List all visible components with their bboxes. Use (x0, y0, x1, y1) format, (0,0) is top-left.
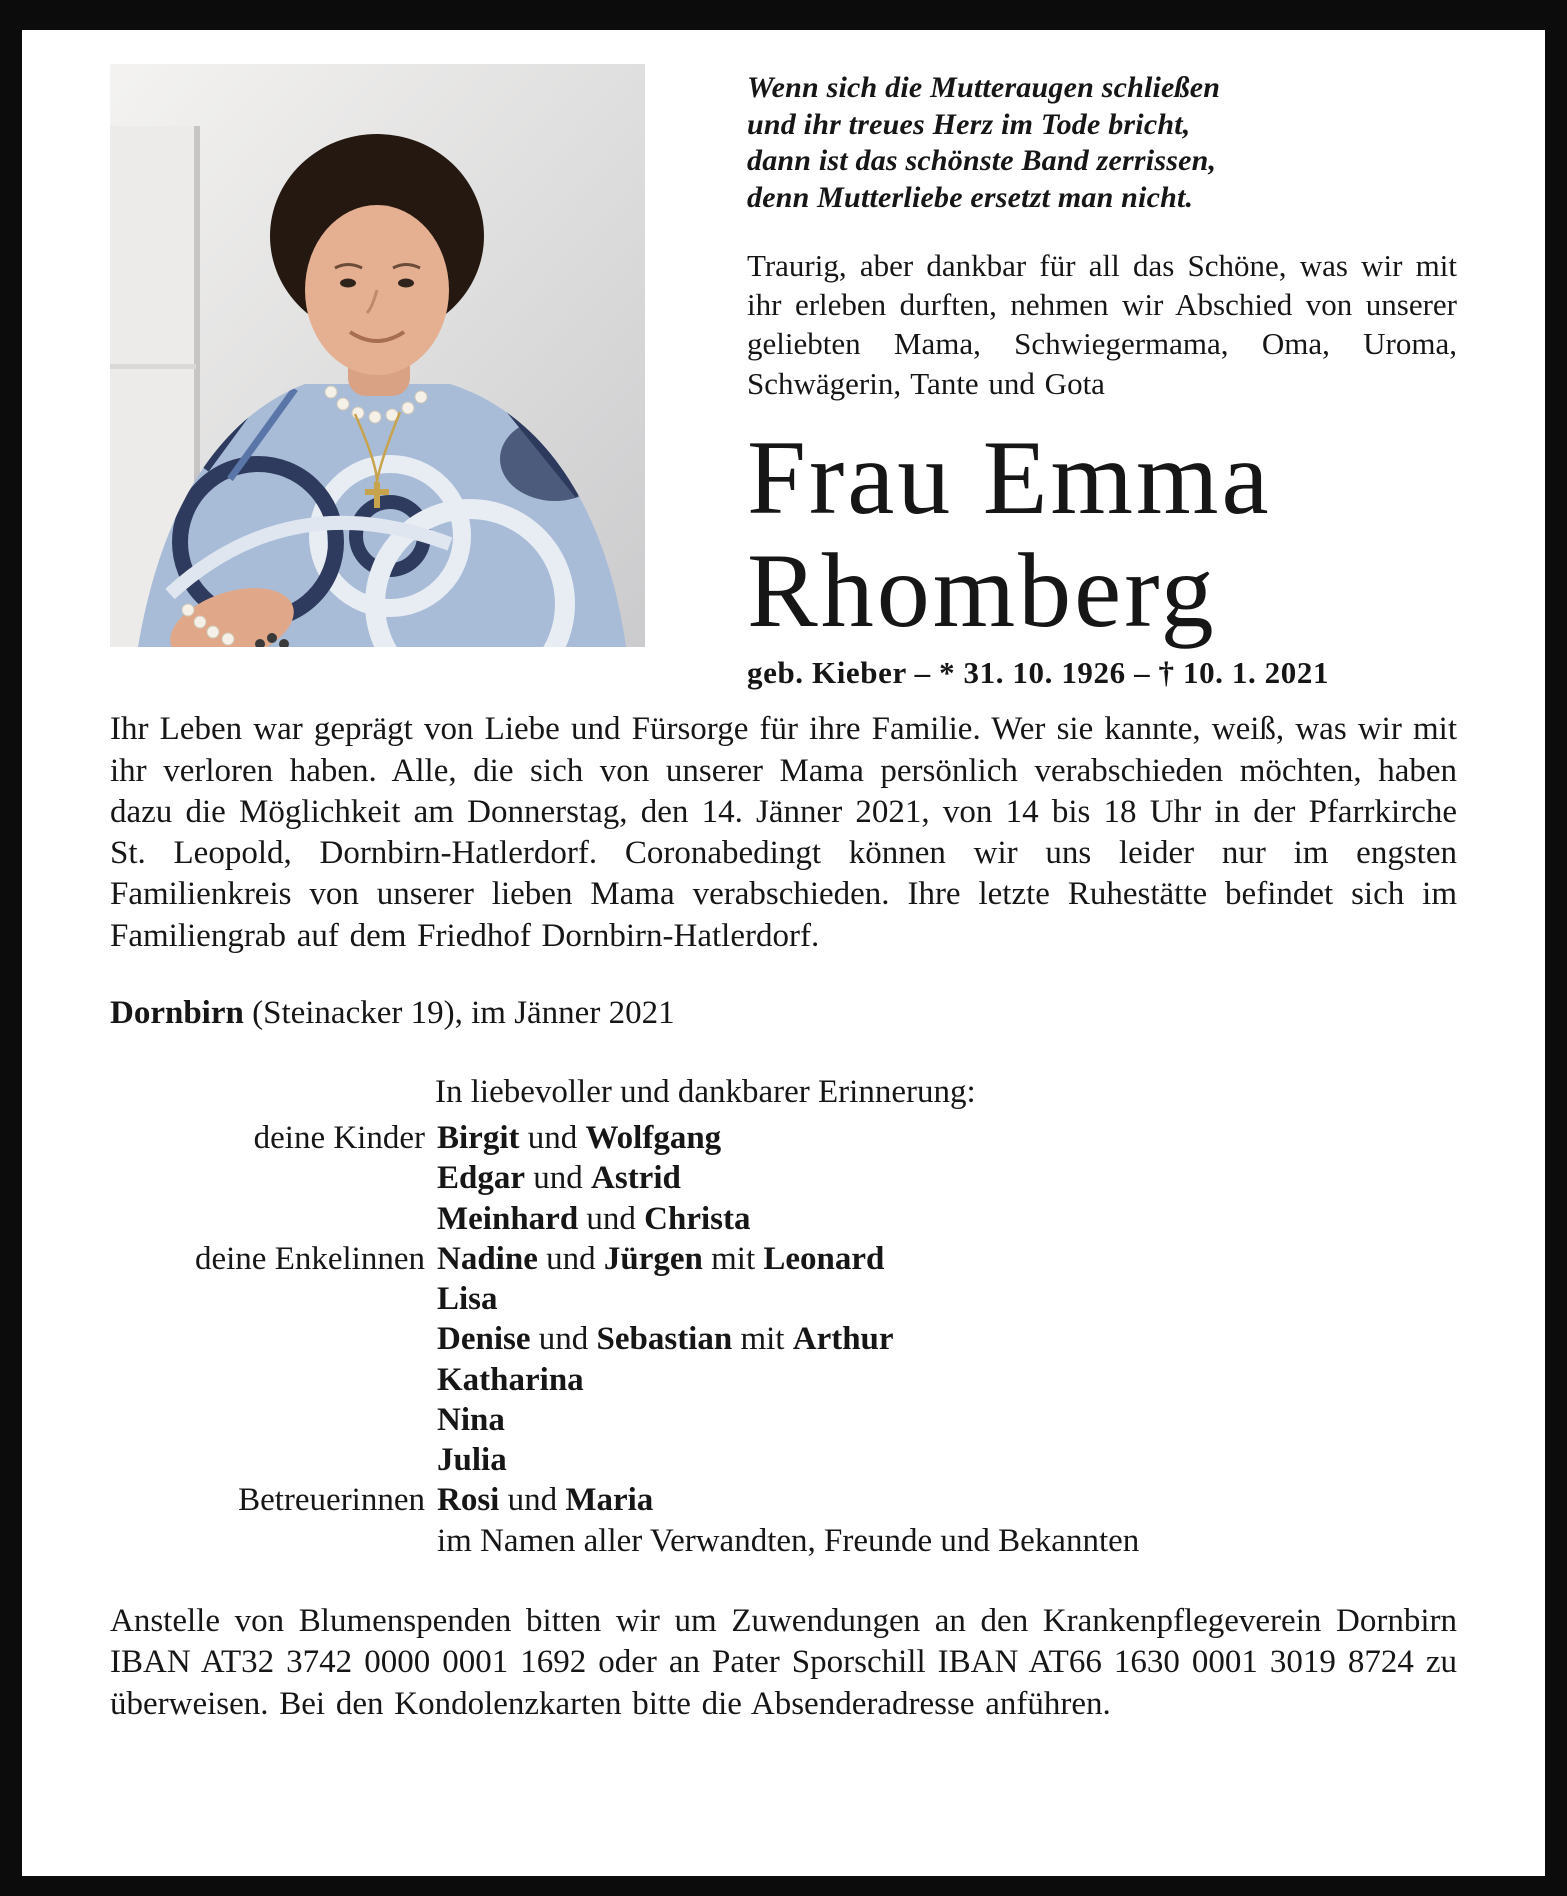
family-member-name: Arthur (792, 1321, 894, 1358)
memorial-row-names (425, 1118, 721, 1158)
memorial-row-label (110, 1360, 425, 1400)
memorial-row (110, 1199, 1457, 1239)
memorial-closing-line: im Namen aller Verwandten, Freunde und Bekannten (437, 1522, 1140, 1559)
family-member-name: Lisa (437, 1281, 498, 1318)
memorial-row-names (425, 1440, 507, 1480)
obituary-body-text: Ihr Leben war geprägt von Liebe und Fürsorge für ihre Familie. Wer sie kannte, weiß, was wir mit ihr verloren haben. Alle, die sich von unserer Mama persönlich verabschieden möchten, haben dazu die Möglichkeit am Donnerstag, den 14. Jänner 2021, von 14 bis 18 Uhr in der Pfarrkirche St. Leopold, Dornbirn-Hatlerdorf. Coronabedingt können wir uns leider nur im engsten Familienkreis von unserer lieben Mama verabschieden. Ihre letzte Ruhestätte befindet sich im Familiengrab auf dem Friedhof Dornbirn-Hatlerdorf. (110, 711, 1457, 954)
family-member-name: Nadine (437, 1240, 538, 1277)
memorial-row-label: Betreuerinnen (238, 1482, 425, 1519)
top-section (110, 64, 1457, 691)
memorial-row (110, 1319, 1457, 1359)
family-member-name: Wolfgang (585, 1120, 722, 1157)
deceased-name-line1: Frau Emma (747, 418, 1272, 536)
memorial-row-label (110, 1279, 425, 1319)
connector-text: und (499, 1482, 566, 1519)
connector-text: und (525, 1160, 592, 1197)
memorial-row-names (425, 1360, 584, 1400)
poem-line: denn Mutterliebe ersetzt man nicht. (747, 180, 1194, 214)
family-member-name: Sebastian (596, 1321, 733, 1358)
memorial-rows (110, 1118, 1457, 1521)
memorial-row-label: deine Kinder (253, 1120, 425, 1157)
memorial-row-names (425, 1279, 498, 1319)
memorial-row-names (425, 1400, 505, 1440)
memorial-row-names (425, 1239, 884, 1279)
family-member-name: Jürgen (603, 1240, 703, 1277)
birth-death-dates: geb. Kieber – * 31. 10. 1926 – † 10. 1. 2021 (747, 655, 1330, 691)
memorial-row-label (110, 1440, 425, 1480)
family-member-name: Julia (437, 1442, 507, 1479)
deceased-name-line2: Rhomberg (747, 531, 1217, 649)
memorial-row-names (425, 1319, 894, 1359)
memorial-row (110, 1279, 1457, 1319)
place-name: Dornbirn (110, 994, 244, 1031)
memorial-row-label: deine Enkelinnen (194, 1240, 425, 1277)
family-member-name: Rosi (437, 1482, 500, 1519)
memorial-poem (747, 70, 1457, 216)
family-member-name: Meinhard (437, 1200, 579, 1237)
donation-note: Anstelle von Blumenspenden bitten wir um Zuwendungen an den Krankenpflegeverein Dornbirn IBAN AT32 3742 0000 0001 1692 oder an Pater Sporschill IBAN AT66 1630 0001 3019 8724 zu überweisen. Bei den Kondolenzkarten bitte die Absenderadresse anführen. (110, 1602, 1457, 1723)
family-member-name: Birgit (437, 1120, 520, 1157)
family-member-name: Astrid (591, 1160, 681, 1197)
poem-line: und ihr treues Herz im Tode bricht, (747, 107, 1191, 141)
deceased-name (747, 418, 1457, 649)
memorial-row (110, 1360, 1457, 1400)
family-member-name: Katharina (437, 1361, 584, 1398)
memorial-row (110, 1400, 1457, 1440)
memorial-row-label (110, 1158, 425, 1198)
memorial-section (110, 1072, 1457, 1561)
memorial-row-label (110, 1199, 425, 1239)
farewell-intro: Traurig, aber dankbar für all das Schöne, was wir mit ihr erleben durften, nehmen wir Abschied von unserer geliebten Mama, Schwiegermama, Oma, Uroma, Schwägerin, Tante und Gota (747, 248, 1457, 401)
portrait-photo (110, 64, 645, 647)
memorial-row-label (110, 1400, 425, 1440)
family-member-name: Leonard (763, 1240, 885, 1277)
family-member-name: Denise (437, 1321, 531, 1358)
memorial-row-names (425, 1158, 681, 1198)
memorial-row (110, 1440, 1457, 1480)
memorial-heading: In liebevoller und dankbarer Erinnerung: (435, 1073, 976, 1110)
memorial-row-label (110, 1319, 425, 1359)
family-member-name: Maria (565, 1482, 654, 1519)
obituary-card (22, 30, 1545, 1876)
poem-line: dann ist das schönste Band zerrissen, (747, 144, 1217, 178)
memorial-row-names (425, 1480, 653, 1520)
portrait-illustration (110, 64, 645, 647)
connector-text: mit (702, 1240, 764, 1277)
poem-line: Wenn sich die Mutteraugen schließen (747, 71, 1221, 104)
family-member-name: Christa (644, 1200, 751, 1237)
connector-text: und (519, 1120, 586, 1157)
family-member-name: Edgar (437, 1160, 526, 1197)
place-date-rest: (Steinacker 19), im Jänner 2021 (243, 994, 675, 1031)
place-date-line (110, 995, 1457, 1032)
family-member-name: Nina (437, 1401, 505, 1438)
header-text-column (645, 64, 1457, 691)
memorial-row (110, 1158, 1457, 1198)
connector-text: und (537, 1240, 604, 1277)
connector-text: mit (732, 1321, 793, 1358)
connector-text: und (530, 1321, 597, 1358)
connector-text: und (578, 1200, 645, 1237)
memorial-row (110, 1118, 1457, 1158)
memorial-row (110, 1480, 1457, 1520)
memorial-row (110, 1239, 1457, 1279)
memorial-row-names (425, 1199, 751, 1239)
